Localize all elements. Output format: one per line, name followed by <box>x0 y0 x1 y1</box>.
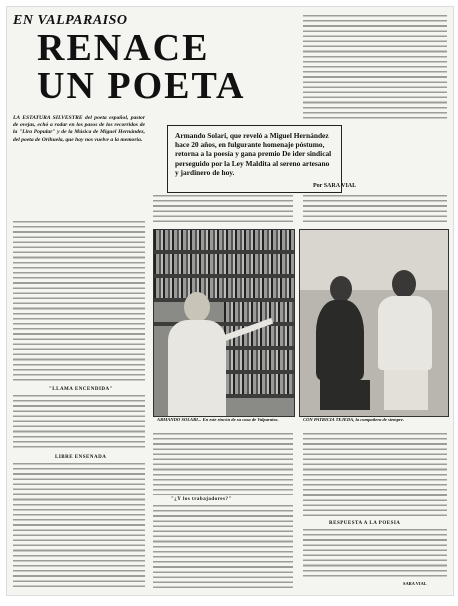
article-kicker: EN VALPARAISO <box>13 13 128 28</box>
article-headline <box>37 29 245 105</box>
headline-line-1: RENACE <box>37 27 210 69</box>
headline-line-2: UN POETA <box>37 65 246 107</box>
body-column-left-3 <box>13 463 145 589</box>
subhead-libre: LIBRE ENSENADA <box>55 455 107 460</box>
subhead-respuesta: RESPUESTA A LA POESIA <box>329 521 401 526</box>
body-column-middle-lower <box>153 433 293 495</box>
subhead-llama: "LLAMA ENCENDIDA" <box>49 387 113 392</box>
caption-right: CON PATRICIA TEJEDA, la compañera de siempre. <box>303 417 404 422</box>
caption-left: ARMANDO SOLARI... En este rincón de su casa de Valparaíso. <box>157 417 279 422</box>
article-byline: Por SARA VIAL <box>313 183 357 189</box>
body-column-left <box>13 221 145 381</box>
body-column-middle <box>153 195 293 223</box>
body-column-right-mid <box>303 195 447 223</box>
body-column-right-top <box>303 15 447 119</box>
body-column-middle-lower-2 <box>153 505 293 589</box>
photo-solari-library <box>153 229 295 417</box>
body-column-right-lower-2 <box>303 529 447 579</box>
signature-name: SARA VIAL <box>403 581 427 586</box>
article-deck: Armando Solari, que reveló a Miguel Hernández hace 20 años, en fulgurante homenaje póstumo, retorna a la poesía y gana premio De ider sindical perseguido por la Ley Maldita al sereno artesano y jardinero de hoy. <box>167 125 342 193</box>
article-lead: LA ESTATURA SILVESTRE del poeta español, pastor de ovejas, echó a rodar en los pasos de los recorridos de la "Lira Popular" y de la Música de Miguel Hernández, del poeta de Orihuela, que hoy nos vuelve a la memoria. <box>13 115 145 143</box>
body-column-right-lower <box>303 433 447 517</box>
body-column-left-2 <box>13 395 145 451</box>
photo-solari-couple <box>299 229 449 417</box>
newspaper-page <box>6 6 454 596</box>
article-end-signature <box>403 581 427 586</box>
subhead-trabajadores: "¿Y los trabajadores?" <box>171 497 232 502</box>
